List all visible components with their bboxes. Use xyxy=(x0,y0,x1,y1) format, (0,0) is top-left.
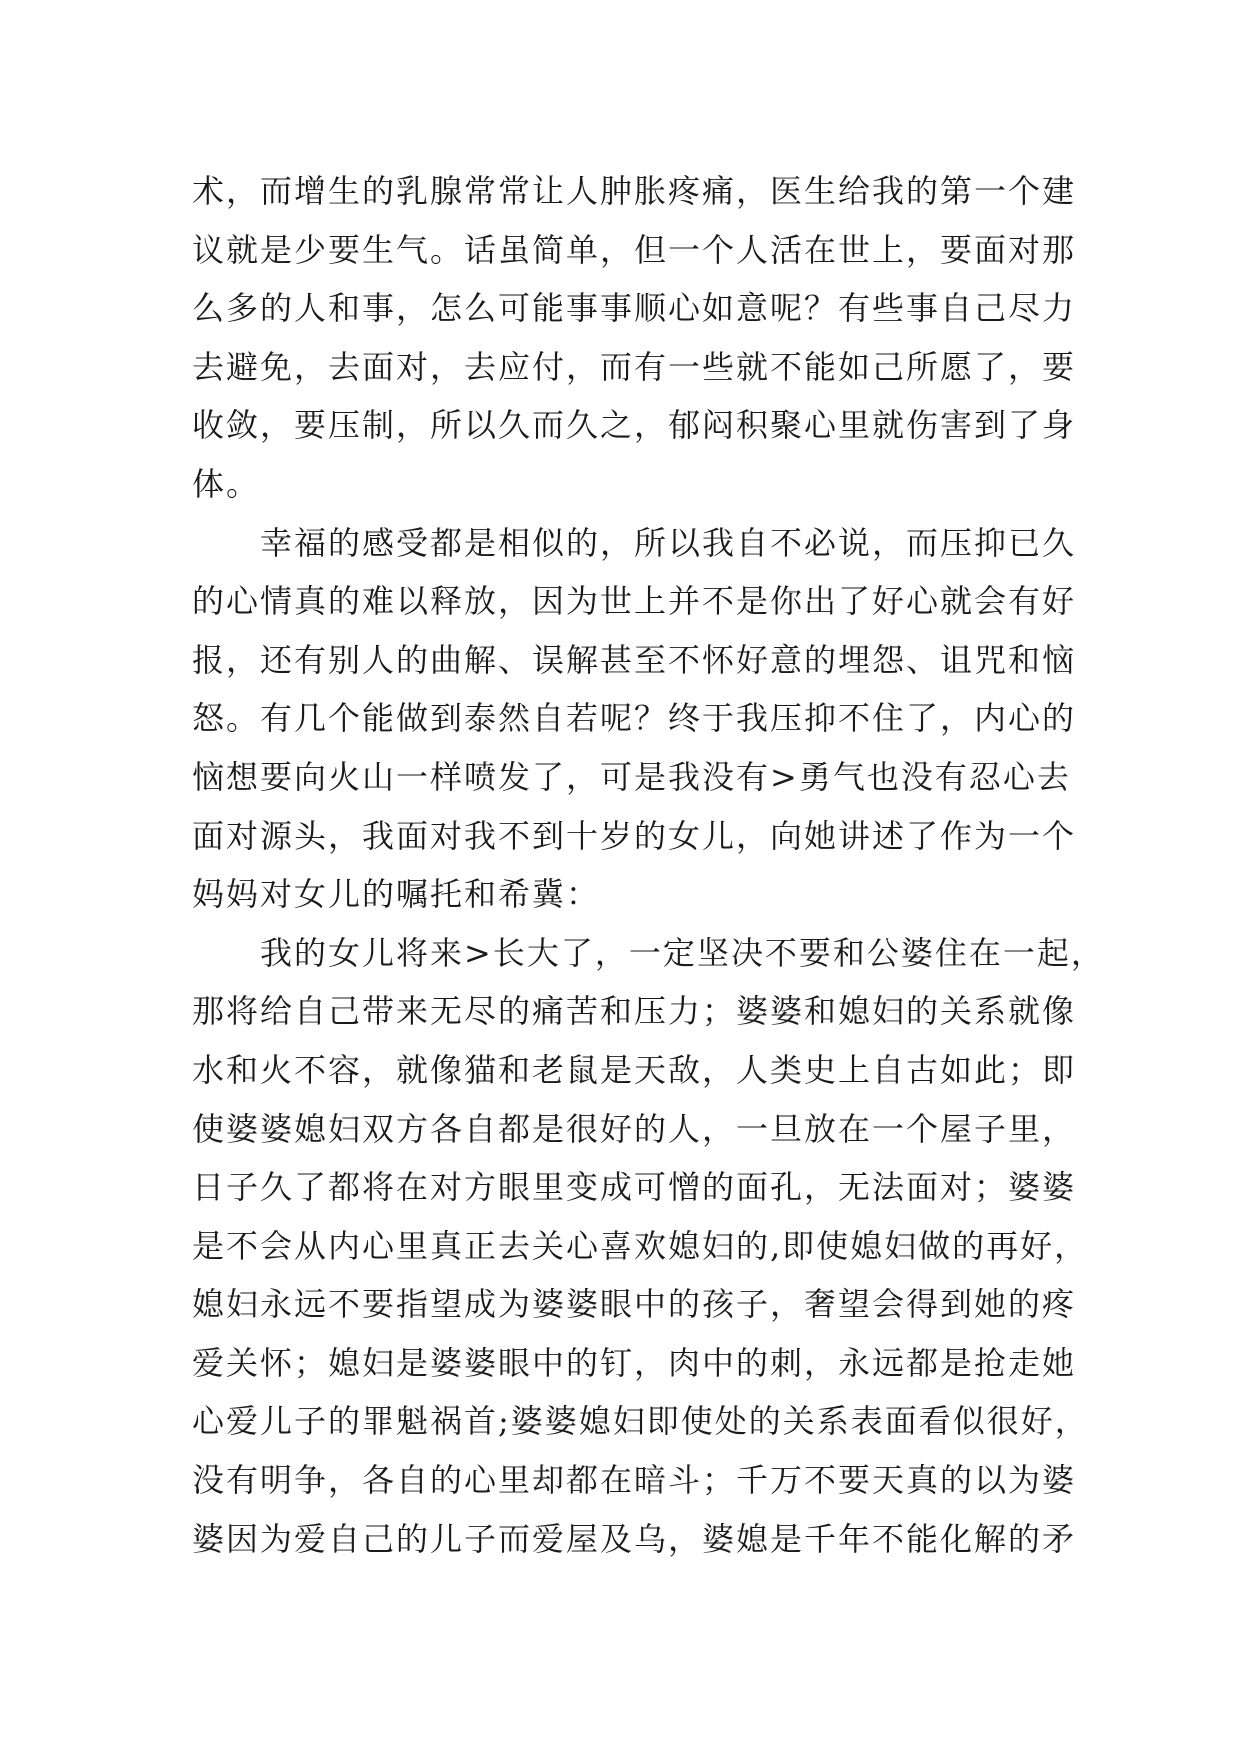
text-line: 是不会从内心里真正去关心喜欢媳妇的,即使媳妇做的再好， xyxy=(192,1226,1089,1265)
text-line: 婆因为爱自己的儿子而爱屋及乌，婆媳是千年不能化解的矛 xyxy=(192,1519,1077,1558)
text-line: 使婆婆媳妇双方各自都是很好的人，一旦放在一个屋子里， xyxy=(192,1109,1077,1148)
text-line: 爱关怀；媳妇是婆婆眼中的钉，肉中的刺，永远都是抢走她 xyxy=(192,1343,1077,1382)
text-line: 的心情真的难以释放，因为世上并不是你出了好心就会有好 xyxy=(192,582,1077,621)
text-line: 体。 xyxy=(192,464,261,503)
text-line: 我的女儿将来>长大了，一定坚决不要和公婆住在一起， xyxy=(260,933,1105,972)
text-line: 么多的人和事，怎么可能事事顺心如意呢？有些事自己尽力 xyxy=(192,289,1077,328)
text-line: 去避免，去面对，去应付，而有一些就不能如己所愿了，要 xyxy=(192,347,1077,386)
text-line: 日子久了都将在对方眼里变成可憎的面孔，无法面对；婆婆 xyxy=(192,1168,1077,1207)
text-line: 收敛，要压制，所以久而久之，郁闷积聚心里就伤害到了身 xyxy=(192,406,1077,445)
paragraph-1 xyxy=(192,162,1077,514)
text-line: 议就是少要生气。话虽简单，但一个人活在世上，要面对那 xyxy=(192,230,1077,269)
text-line: 那将给自己带来无尽的痛苦和压力；婆婆和媳妇的关系就像 xyxy=(192,992,1077,1031)
paragraph-3 xyxy=(192,924,1105,1569)
text-line: 妈妈对女儿的嘱托和希冀： xyxy=(192,875,601,914)
text-line: 恼想要向火山一样喷发了，可是我没有>勇气也没有忍心去 xyxy=(192,757,1071,796)
text-line: 面对源头，我面对我不到十岁的女儿，向她讲述了作为一个 xyxy=(192,816,1077,855)
text-line: 怒。有几个能做到泰然自若呢？终于我压抑不住了，内心的 xyxy=(192,699,1077,738)
text-line: 水和火不容，就像猫和老鼠是天敌，人类史上自古如此；即 xyxy=(192,1050,1077,1089)
text-line: 报，还有别人的曲解、误解甚至不怀好意的埋怨、诅咒和恼 xyxy=(192,640,1077,679)
text-line: 幸福的感受都是相似的，所以我自不必说，而压抑已久 xyxy=(260,523,1077,562)
paragraph-2 xyxy=(192,514,1077,924)
text-line: 媳妇永远不要指望成为婆婆眼中的孩子，奢望会得到她的疼 xyxy=(192,1285,1077,1324)
text-line: 没有明争，各自的心里却都在暗斗；千万不要天真的以为婆 xyxy=(192,1461,1077,1500)
body-text xyxy=(192,162,1105,1568)
text-line: 术，而增生的乳腺常常让人肿胀疼痛，医生给我的第一个建 xyxy=(192,172,1077,210)
text-line: 心爱儿子的罪魁祸首;婆婆媳妇即使处的关系表面看似很好， xyxy=(192,1402,1089,1441)
